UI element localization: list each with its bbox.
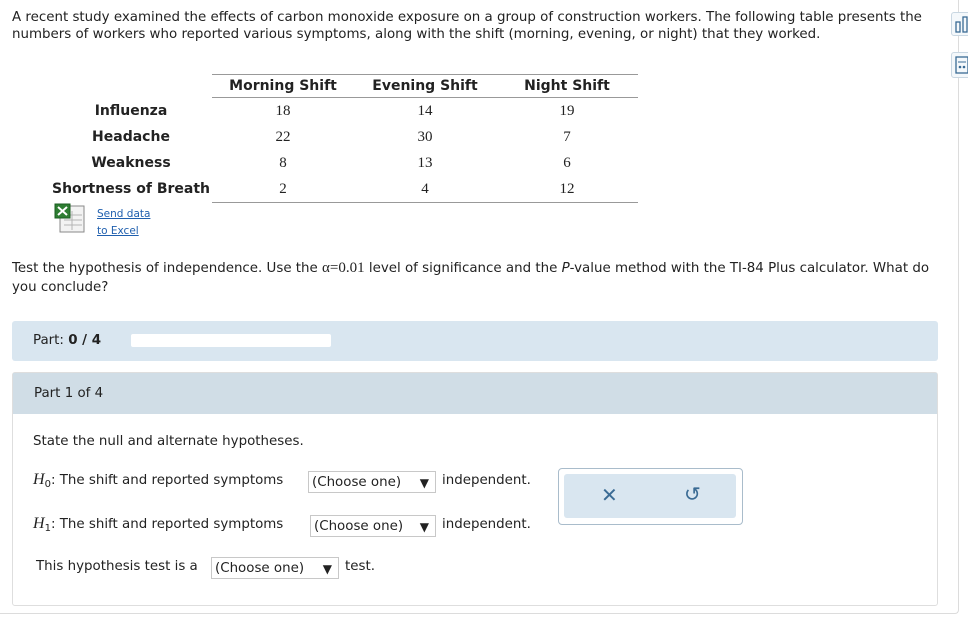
- dropdown-arrow-icon: ▼: [322, 562, 332, 576]
- clear-icon[interactable]: ✕: [601, 483, 618, 507]
- row-label: Headache: [92, 129, 170, 145]
- h1-text: : The shift and reported symptoms: [50, 517, 284, 532]
- part-prompt: State the null and alternate hypotheses.: [33, 434, 304, 449]
- problem-intro: A recent study examined the effects of carbon monoxide exposure on a group of construction workers. The following table presents the numbers of workers who reported various symptoms, along with the shift (morning, evening, or night) that they worked.: [12, 10, 922, 42]
- h1-statement: [33, 515, 283, 533]
- table-cell: 30: [417, 128, 433, 145]
- table-row: [50, 176, 638, 203]
- statistics-icon[interactable]: [951, 12, 968, 36]
- alpha-symbol: α: [322, 260, 330, 276]
- table-row: [50, 98, 638, 125]
- test-type-prefix: This hypothesis test is a: [36, 559, 198, 574]
- question-part1: Test the hypothesis of independence. Use the: [12, 261, 323, 276]
- question-text: [12, 259, 942, 297]
- table-row: [50, 150, 638, 176]
- table-row: [50, 124, 638, 150]
- table-cell: 2: [212, 176, 354, 203]
- h0-letter: H: [33, 471, 45, 488]
- part-card-title: Part 1 of 4: [34, 386, 104, 401]
- h1-independent: independent.: [442, 517, 531, 532]
- excel-link-line1[interactable]: Send data: [97, 208, 151, 220]
- question-part3: -value method with the TI-84 Plus calculator. What do you conclude?: [12, 261, 930, 295]
- alpha-value: =0.01: [329, 260, 365, 276]
- table-corner: [50, 75, 212, 98]
- test-type-select[interactable]: [211, 557, 339, 579]
- excel-icon[interactable]: [54, 203, 86, 234]
- test-select-value: (Choose one): [215, 561, 305, 576]
- test-type-suffix: test.: [345, 559, 375, 574]
- h0-statement: [33, 471, 283, 489]
- table-cell: 13: [417, 154, 433, 171]
- h1-choose-select[interactable]: [310, 515, 436, 537]
- table-header: Evening Shift: [354, 75, 496, 98]
- row-label: Weakness: [91, 155, 171, 171]
- p-letter: P: [561, 261, 570, 276]
- calculator-icon[interactable]: [951, 52, 968, 78]
- symptom-table: [50, 74, 638, 203]
- table-cell: 18: [275, 102, 291, 119]
- progress-track: [131, 334, 331, 347]
- h0-choose-select[interactable]: [308, 471, 436, 493]
- part-progress-bar: [12, 321, 938, 361]
- table-cell: 19: [559, 102, 575, 119]
- table-cell: 12: [496, 176, 638, 203]
- h0-independent: independent.: [442, 473, 531, 488]
- excel-link-line2[interactable]: to Excel: [97, 225, 139, 237]
- table-header: Morning Shift: [212, 75, 354, 98]
- row-label: Shortness of Breath: [51, 181, 211, 198]
- part-card-header: [13, 373, 937, 414]
- h1-letter: H: [33, 515, 45, 532]
- toolbox-inner: [564, 474, 736, 518]
- send-to-excel-link[interactable]: [97, 206, 150, 240]
- table-cell: 6: [563, 154, 571, 171]
- h1-select-value: (Choose one): [314, 519, 404, 534]
- dropdown-arrow-icon: ▼: [419, 520, 429, 534]
- table-cell: 7: [563, 128, 571, 145]
- part-progress-label: Part: 0 / 4: [33, 333, 102, 348]
- h0-select-value: (Choose one): [312, 475, 402, 490]
- question-part2: level of significance and the: [364, 261, 562, 276]
- h1-subscript: 1: [44, 523, 51, 534]
- table-header-row: [50, 75, 638, 98]
- h0-subscript: 0: [44, 479, 51, 490]
- answer-toolbox: [558, 468, 743, 525]
- h0-text: : The shift and reported symptoms: [50, 473, 284, 488]
- dropdown-arrow-icon: ▼: [419, 476, 429, 490]
- table-cell: 22: [275, 128, 291, 145]
- table-cell: 8: [279, 154, 287, 171]
- undo-icon[interactable]: ↺: [684, 482, 701, 506]
- table-cell: 4: [354, 176, 496, 203]
- row-label: Influenza: [94, 102, 168, 119]
- part-progress-count: 0 / 4: [68, 333, 102, 348]
- table-cell: 14: [417, 102, 433, 119]
- table-header: Night Shift: [496, 75, 638, 98]
